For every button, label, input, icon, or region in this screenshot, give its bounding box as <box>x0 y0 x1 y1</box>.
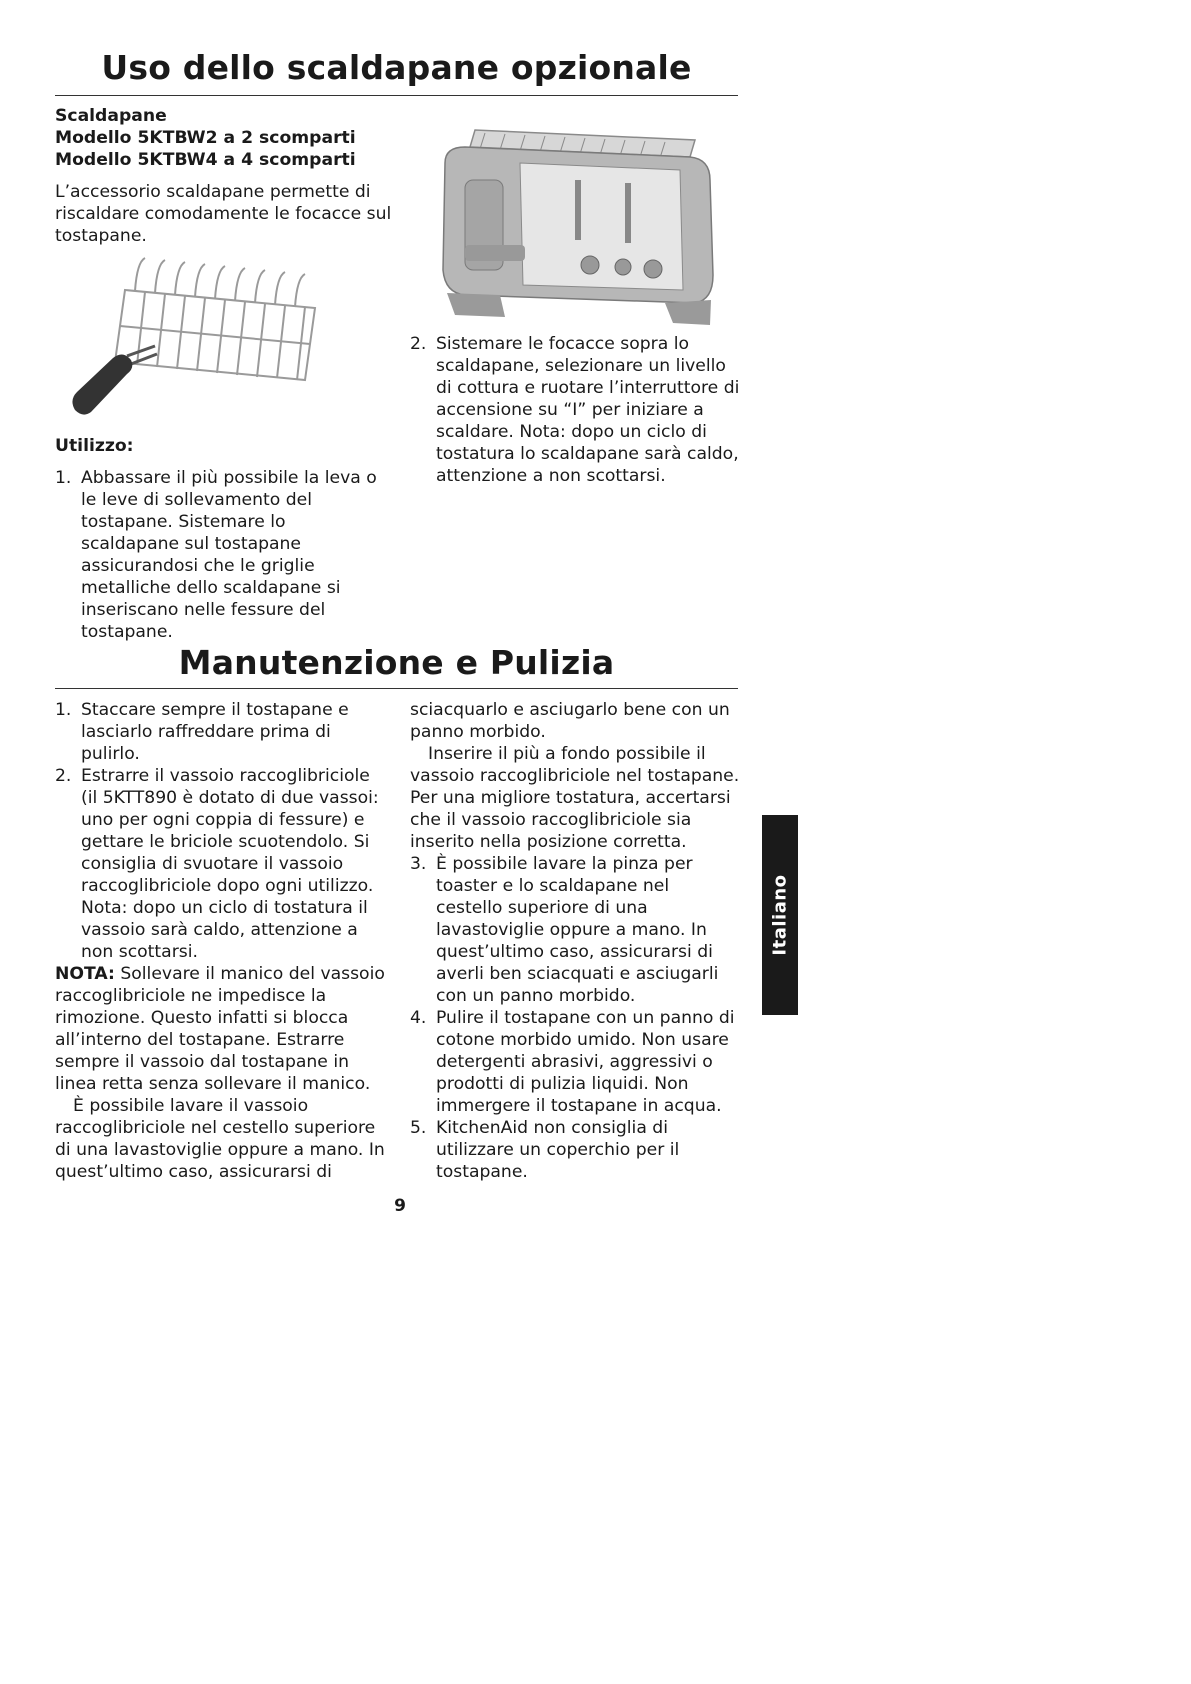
list-item <box>55 467 385 643</box>
continued-paragraph: sciacquarlo e asciugarlo bene con un panno morbido. <box>410 700 730 742</box>
usage-label: Utilizzo: <box>55 436 134 456</box>
list-text: È possibile lavare la pinza per toaster e lo scaldapane nel cestello superiore di una lavastoviglie oppure a mano. In quest’ultimo caso, assicurarsi di averli ben sciacquati e asciugarli con un panno morbido. <box>436 854 719 1006</box>
list-item <box>55 699 390 765</box>
list-item <box>55 765 390 963</box>
maintenance-left-column <box>55 699 390 1183</box>
list-number: 5. <box>410 1118 427 1138</box>
list-number: 2. <box>55 766 72 786</box>
list-text: Estrarre il vassoio raccoglibriciole (il 5KTT890 è dotato di due vassoi: uno per ogni coppia di fessure) e gettare le briciole scuotendolo. Si consiglia di svuotare il vassoio raccoglibriciole dopo ogni utilizzo. Nota: dopo un ciclo di tostatura il vassoio sarà caldo, attenzione a non scottarsi. <box>81 766 379 962</box>
maintenance-list-b <box>410 853 740 1183</box>
language-side-tab <box>762 815 798 1015</box>
list-text: Abbassare il più possibile la leva o le leve di sollevamento del tostapane. Sistemare lo scaldapane sul tostapane assicurandosi che le griglie metalliche dello scaldapane si inseriscano nelle fessure del tostapane. <box>81 468 377 642</box>
intro-paragraph: L’accessorio scaldapane permette di riscaldare comodamente le focacce sul tostapane. <box>55 182 392 246</box>
list-number: 1. <box>55 468 72 488</box>
title-rule <box>55 95 738 96</box>
rack-heading-line: Scaldapane <box>55 106 167 126</box>
language-label: Italiano <box>769 874 791 956</box>
maintenance-list-a <box>55 699 390 963</box>
list-text: KitchenAid non consiglia di utilizzare un coperchio per il tostapane. <box>436 1118 680 1182</box>
note-label: NOTA: <box>55 964 115 984</box>
list-text: Sistemare le focacce sopra lo scaldapane, selezionare un livello di cottura e ruotare l’interruttore di accensione su “I” per iniziare a scaldare. Nota: dopo un ciclo di tostatura lo scaldapane sarà caldo, attenzione a non scottarsi. <box>436 334 740 486</box>
list-text: Staccare sempre il tostapane e lasciarlo raffreddare prima di pulirlo. <box>81 700 349 764</box>
rack-heading-line: Modello 5KTBW2 a 2 scomparti <box>55 128 356 148</box>
toaster-with-rack-illustration <box>425 125 730 330</box>
list-item <box>410 333 740 487</box>
list-item <box>410 1117 740 1183</box>
rack-handle <box>72 354 132 414</box>
rack-heading-line: Modello 5KTBW4 a 4 scomparti <box>55 150 356 170</box>
warming-rack-illustration <box>65 250 335 425</box>
note-paragraph <box>55 963 390 1095</box>
section-title-maintenance: Manutenzione e Pulizia <box>178 643 615 682</box>
usage-steps-left <box>55 467 385 643</box>
list-text: Pulire il tostapane con un panno di cotone morbido umido. Non usare detergenti abrasivi, aggressivi o prodotti di pulizia liquidi. Non immergere il tostapane in acqua. <box>436 1008 735 1116</box>
list-item <box>410 1007 740 1117</box>
note-text: Sollevare il manico del vassoio raccoglibriciole ne impedisce la rimozione. Questo infatti si blocca all’interno del tostapane. Estrarre sempre il vassoio dal tostapane in linea retta senza sollevare il manico. <box>55 964 385 1094</box>
rack-heading <box>55 105 385 171</box>
section-title-warming-rack: Uso dello scaldapane opzionale <box>101 48 692 87</box>
list-number: 1. <box>55 700 72 720</box>
insert-paragraph: Inserire il più a fondo possibile il vassoio raccoglibriciole nel tostapane. Per una migliore tostatura, accertarsi che il vassoio raccoglibriciole sia inserito nella posizione corretta. <box>410 744 740 852</box>
maintenance-right-column <box>410 699 740 1183</box>
page-number: 9 <box>394 1196 406 1216</box>
list-number: 2. <box>410 334 427 354</box>
list-number: 3. <box>410 854 427 874</box>
list-number: 4. <box>410 1008 427 1028</box>
list-item <box>410 853 740 1007</box>
wash-paragraph: È possibile lavare il vassoio raccoglibriciole nel cestello superiore di una lavastoviglie oppure a mano. In quest’ultimo caso, assicurarsi di <box>55 1096 385 1182</box>
usage-steps-right <box>410 333 740 487</box>
title-rule <box>55 688 738 689</box>
